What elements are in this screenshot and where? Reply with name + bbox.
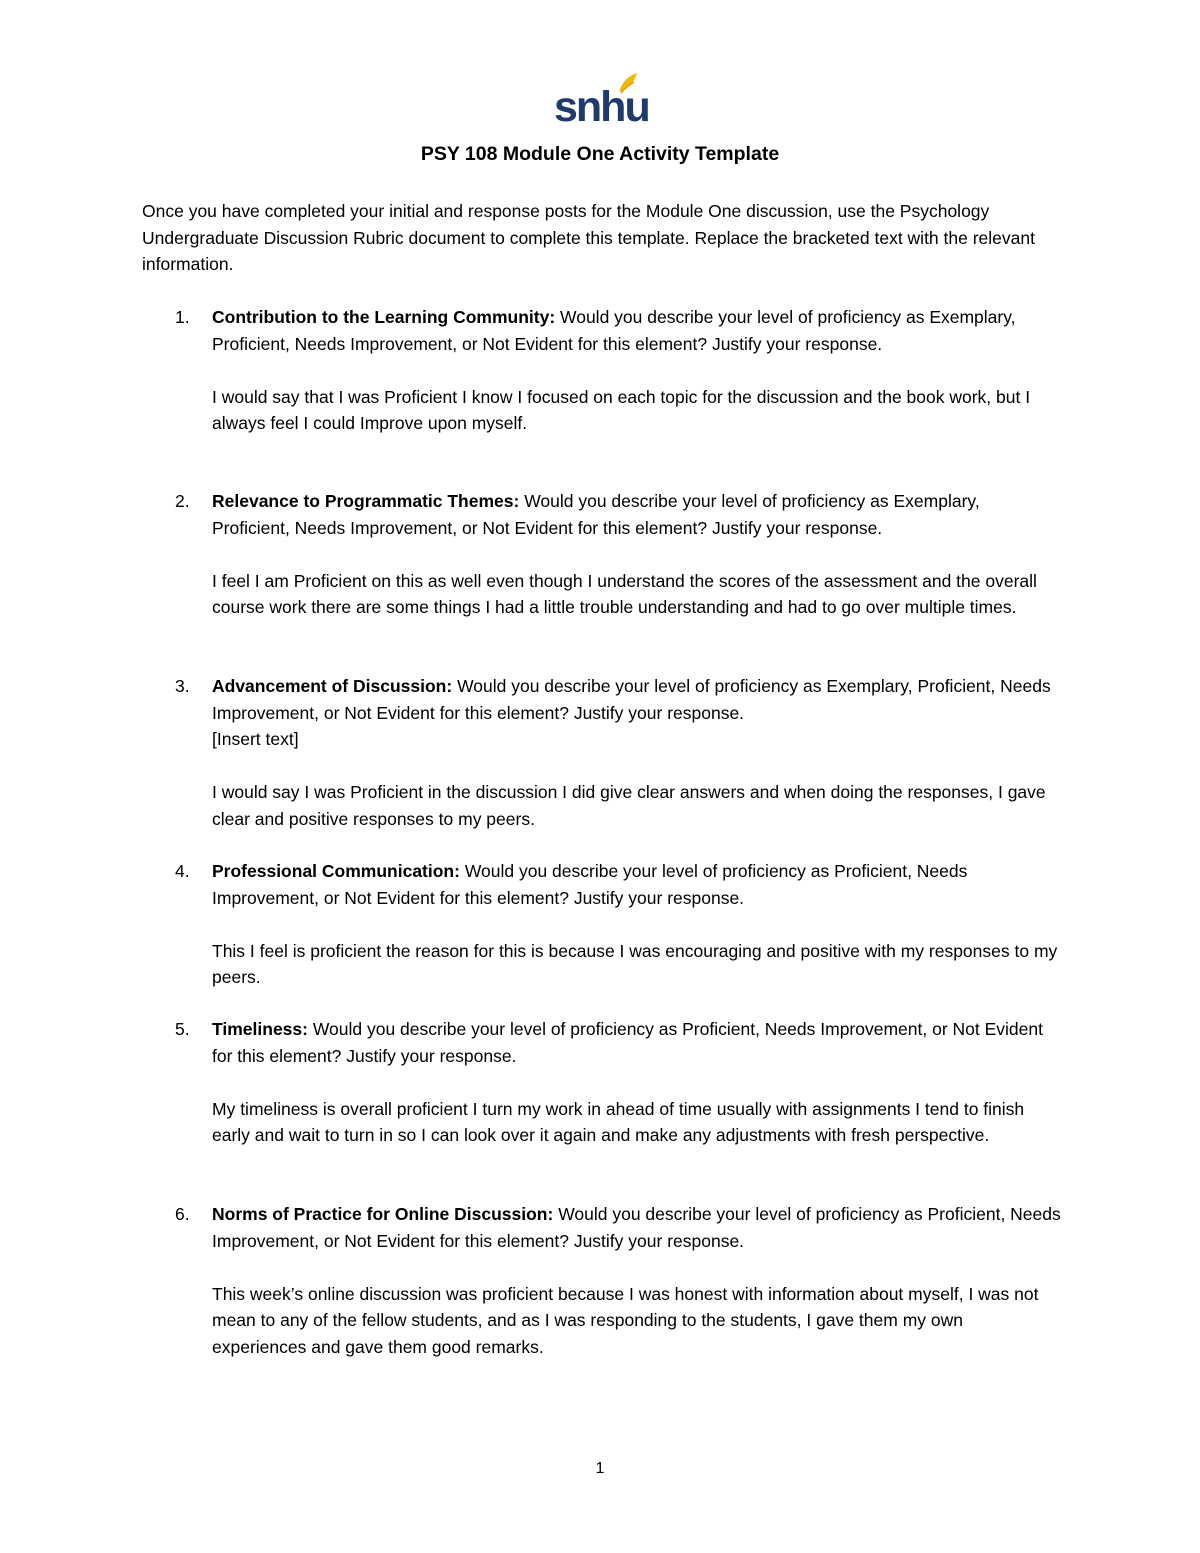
document-title: PSY 108 Module One Activity Template <box>420 143 780 165</box>
item-number: 2. <box>175 491 190 511</box>
item-number: 3. <box>175 676 190 696</box>
page-number: 1 <box>595 1460 605 1477</box>
item-question-text: Would you describe your level of proficiency as Proficient, Needs Improvement, or Not Evident for this element? Justify your response. <box>212 1204 1061 1251</box>
item-heading: Advancement of Discussion: <box>212 676 453 696</box>
item-answer: This week’s online discussion was proficient because I was honest with information about myself, I was not mean to any of the fellow students, and as I was responding to the students, I gave them my own experiences and gave them good remarks. <box>212 1283 1039 1357</box>
snhu-logo <box>554 72 649 132</box>
item-heading: Timeliness: <box>212 1019 308 1039</box>
item-question-text: Would you describe your level of proficiency as Exemplary, Proficient, Needs Improvement, or Not Evident for this element? Justify your response. <box>212 676 1051 723</box>
item-question-text: Would you describe your level of proficiency as Proficient, Needs Improvement, or Not Evident for this element? Justify your response. <box>212 861 968 908</box>
item-body <box>212 1201 1062 1360</box>
insert-text-placeholder: [Insert text] <box>212 729 299 749</box>
item-answer: My timeliness is overall proficient I turn my work in ahead of time usually with assignments I tend to finish early and wait to turn in so I can look over it again and make any adjustments with fresh perspective. <box>212 1098 1025 1145</box>
item-question <box>212 304 1062 357</box>
item-body <box>212 673 1062 832</box>
item-question-text: Would you describe your level of proficiency as Exemplary, Proficient, Needs Improvement, or Not Evident for this element? Justify your response. <box>212 307 1016 354</box>
item-number: 4. <box>175 861 190 881</box>
item-question-text: Would you describe your level of proficiency as Proficient, Needs Improvement, or Not Evident for this element? Justify your response. <box>212 1019 1043 1066</box>
item-answer: This I feel is proficient the reason for this is because I was encouraging and positive with my responses to my peers. <box>212 940 1058 987</box>
item-question <box>212 858 1062 911</box>
item-answer: I would say I was Proficient in the discussion I did give clear answers and when doing the responses, I gave clear and positive responses to my peers. <box>212 782 1046 829</box>
item-question <box>212 1016 1062 1069</box>
item-body <box>212 1016 1062 1149</box>
item-answer: I would say that I was Proficient I know I focused on each topic for the discussion and the book work, but I always feel I could Improve upon myself. <box>212 386 1031 433</box>
item-number: 1. <box>175 307 190 327</box>
item-question <box>212 673 1062 726</box>
item-question <box>212 488 1062 541</box>
item-heading: Relevance to Programmatic Themes: <box>212 491 520 511</box>
intro-paragraph: Once you have completed your initial and response posts for the Module One discussion, use the Psychology Undergraduate Discussion Rubric document to complete this template. Replace the bracketed text with the relevant information. <box>142 201 1035 274</box>
item-number: 6. <box>175 1204 190 1224</box>
item-body <box>212 304 1062 437</box>
item-number: 5. <box>175 1019 190 1039</box>
item-body <box>212 488 1062 621</box>
logo-wordmark: snhu <box>554 83 649 131</box>
item-body <box>212 858 1062 991</box>
item-question <box>212 1201 1062 1254</box>
item-heading: Norms of Practice for Online Discussion: <box>212 1204 554 1224</box>
item-question-text: Would you describe your level of proficiency as Exemplary, Proficient, Needs Improvement, or Not Evident for this element? Justify your response. <box>212 491 980 538</box>
item-heading: Professional Communication: <box>212 861 460 881</box>
item-answer: I feel I am Proficient on this as well even though I understand the scores of the assessment and the overall course work there are some things I had a little trouble understanding and had to go over multiple times. <box>212 570 1037 617</box>
item-heading: Contribution to the Learning Community: <box>212 307 556 327</box>
